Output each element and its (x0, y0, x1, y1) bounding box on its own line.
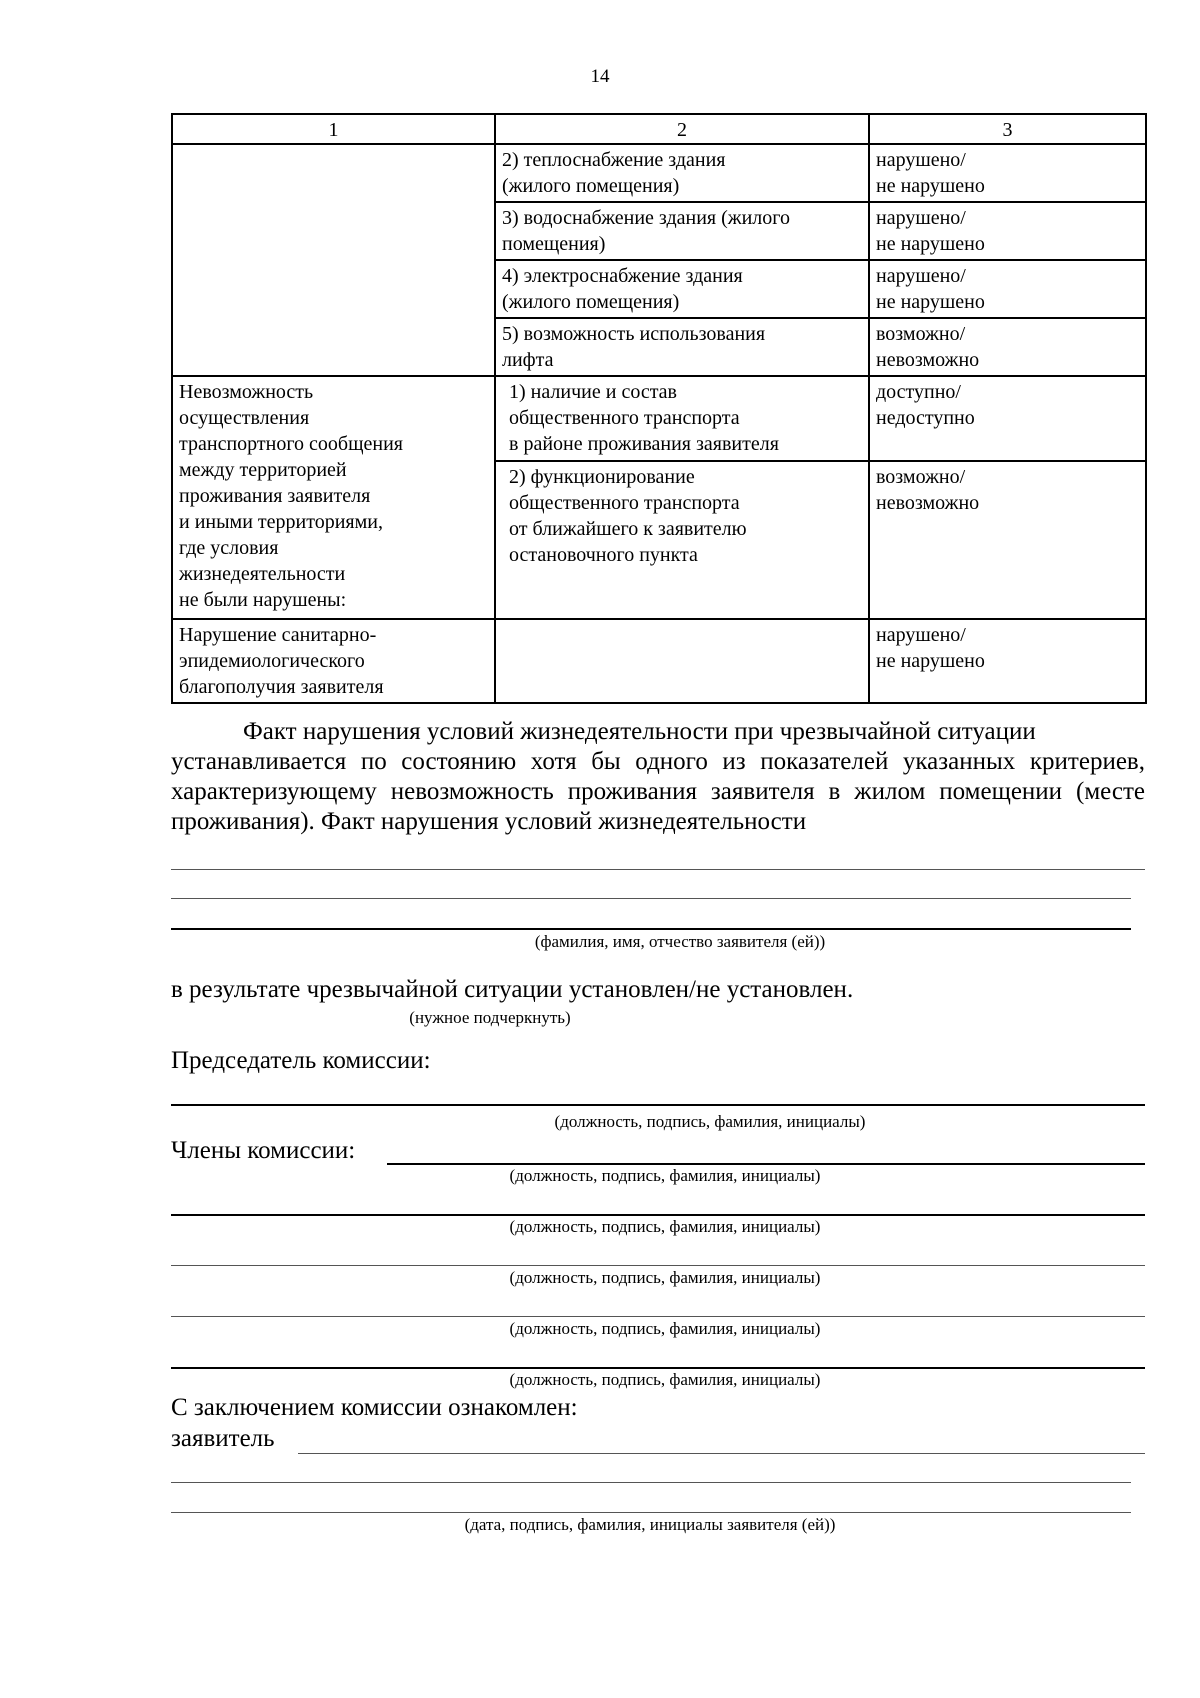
group3-title-cell: Нарушение санитарно- эпидемиологического благополучия заявителя (172, 619, 495, 703)
applicant-label: заявитель (171, 1425, 275, 1452)
page-number: 14 (590, 66, 610, 87)
criterion-cell (495, 619, 869, 703)
criterion-cell: 1) наличие и состав общественного транспорта в районе проживания заявителя (495, 376, 869, 461)
table-header-row (172, 114, 1146, 144)
header-col-1: 1 (172, 114, 495, 144)
member-caption-2: (должность, подпись, фамилия, инициалы) (509, 1217, 821, 1236)
header-col-3: 3 (869, 114, 1146, 144)
applicant-name-line-2[interactable] (171, 898, 1131, 899)
status-cell: нарушено/ не нарушено (869, 202, 1146, 260)
table-row (172, 619, 1146, 703)
underline-hint: (нужное подчеркнуть) (409, 1008, 571, 1027)
criteria-table (171, 113, 1147, 704)
member-caption-5: (должность, подпись, фамилия, инициалы) (509, 1370, 821, 1389)
applicant-name-line-1[interactable] (171, 869, 1145, 870)
group2-title-cell: Невозможность осуществления транспортного сообщения между территорией проживания заявителя и иными территориями, где условия жизнедеятельности не были нарушены: (172, 376, 495, 619)
criterion-cell: 4) электроснабжение здания (жилого помещения) (495, 260, 869, 318)
paragraph-first-line: Факт нарушения условий жизнедеятельности при чрезвычайной ситуации (243, 718, 1036, 745)
member-caption-4: (должность, подпись, фамилия, инициалы) (509, 1319, 821, 1338)
status-cell: нарушено/ не нарушено (869, 144, 1146, 202)
status-cell: нарушено/ не нарушено (869, 619, 1146, 703)
acquainted-label: С заключением комиссии ознакомлен: (171, 1394, 578, 1421)
applicant-signature-line-3[interactable] (171, 1512, 1131, 1513)
criterion-cell: 5) возможность использования лифта (495, 318, 869, 376)
result-text: в результате чрезвычайной ситуации установлен/не установлен. (171, 976, 854, 1003)
member-signature-line-3[interactable] (171, 1265, 1145, 1266)
member-signature-line-1[interactable] (387, 1163, 1145, 1165)
criterion-cell: 3) водоснабжение здания (жилого помещения) (495, 202, 869, 260)
member-signature-line-4[interactable] (171, 1316, 1145, 1317)
body-paragraph (171, 717, 1145, 837)
table-row (172, 376, 1146, 461)
paragraph-rest: устанавливается по состоянию хотя бы одного из показателей указанных критериев, характеризующему невозможность проживания заявителя в жилом помещении (месте проживания). Факт нарушения условий жизнедеятельности (171, 748, 1145, 835)
status-cell: доступно/ недоступно (869, 376, 1146, 461)
criterion-cell: 2) теплоснабжение здания (жилого помещения) (495, 144, 869, 202)
header-col-2: 2 (495, 114, 869, 144)
member-caption-3: (должность, подпись, фамилия, инициалы) (509, 1268, 821, 1287)
status-cell: нарушено/ не нарушено (869, 260, 1146, 318)
member-caption-1: (должность, подпись, фамилия, инициалы) (509, 1166, 821, 1185)
status-cell: возможно/ невозможно (869, 461, 1146, 619)
chairman-label: Председатель комиссии: (171, 1047, 431, 1074)
applicant-caption: (фамилия, имя, отчество заявителя (ей)) (534, 932, 826, 951)
group1-title-cell (172, 144, 495, 376)
applicant-name-line-3[interactable] (171, 928, 1131, 930)
table-row (172, 144, 1146, 202)
member-signature-line-2[interactable] (171, 1214, 1145, 1216)
chairman-signature-line[interactable] (171, 1104, 1145, 1106)
chairman-caption: (должность, подпись, фамилия, инициалы) (554, 1112, 866, 1131)
member-signature-line-5[interactable] (171, 1367, 1145, 1369)
criterion-cell: 2) функционирование общественного транспорта от ближайшего к заявителю остановочного пункта (495, 461, 869, 619)
applicant-signature-line-2[interactable] (171, 1482, 1131, 1483)
final-caption: (дата, подпись, фамилия, инициалы заявителя (ей)) (464, 1515, 836, 1534)
applicant-signature-line-1[interactable] (298, 1453, 1145, 1454)
members-label: Члены комиссии: (171, 1137, 356, 1164)
status-cell: возможно/ невозможно (869, 318, 1146, 376)
